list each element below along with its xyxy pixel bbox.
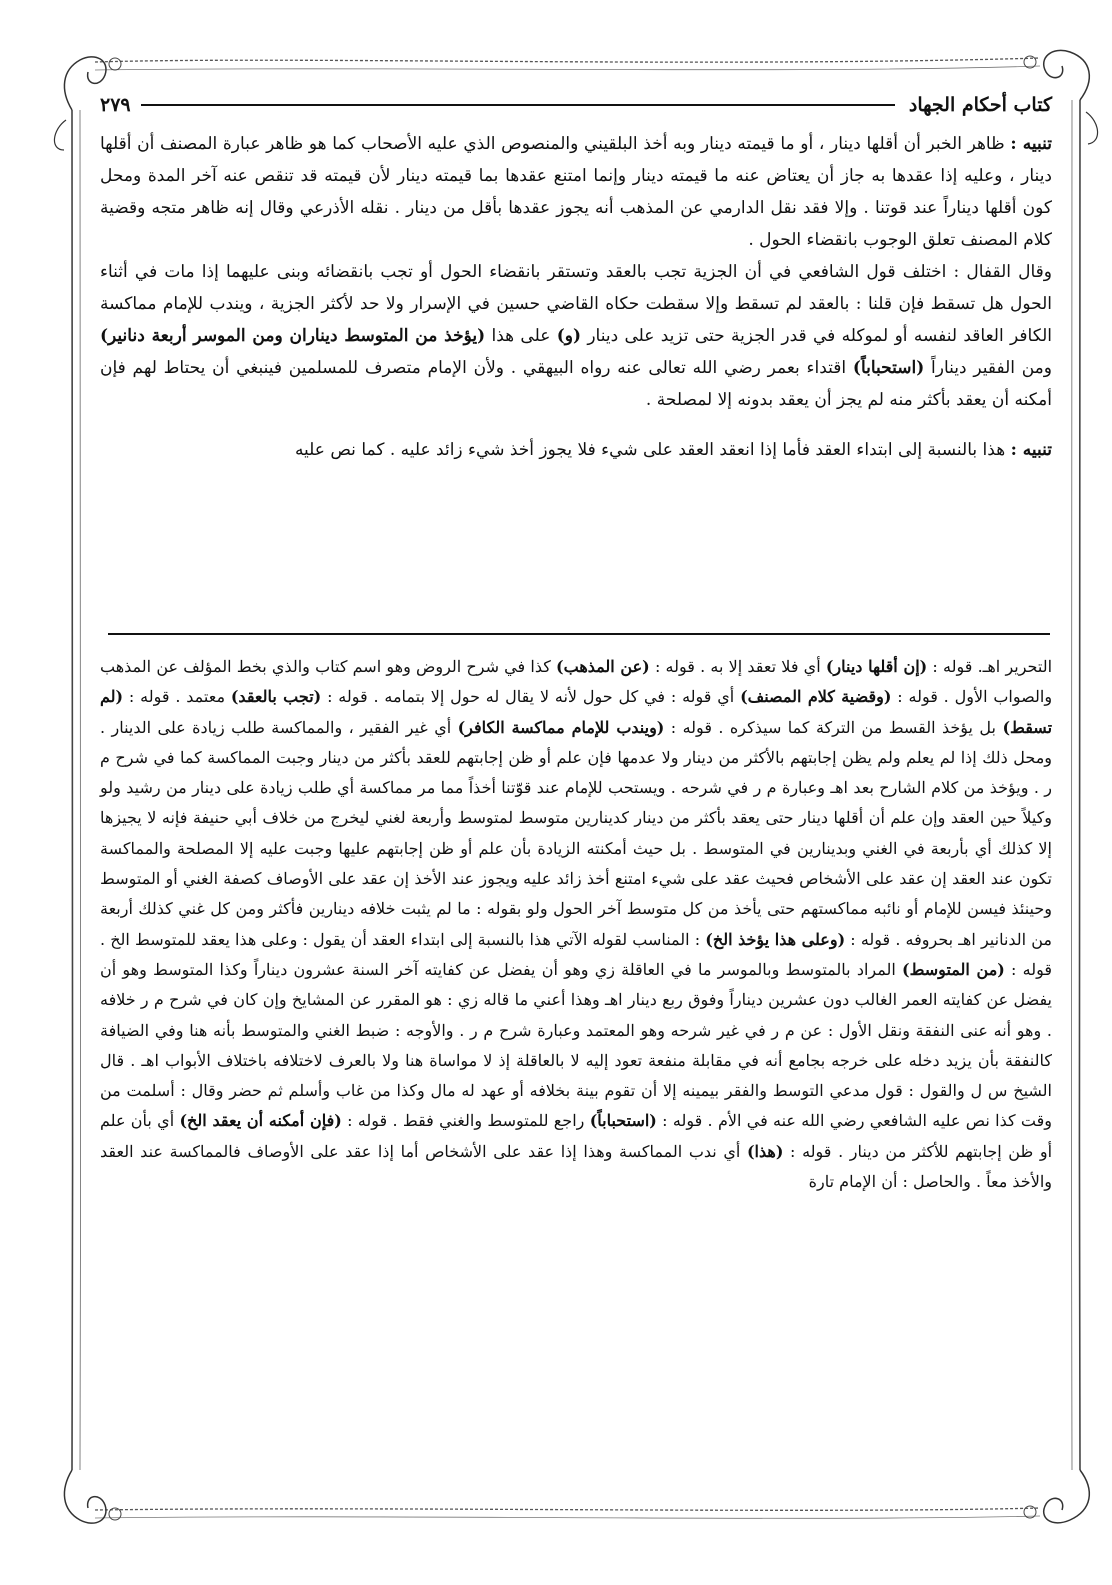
- matn-term: (يؤخذ من المتوسط ديناران ومن الموسر أربعة دنانير): [100, 326, 486, 346]
- note-label: تنبيه :: [1010, 134, 1053, 154]
- matn-term: (استحباباً): [852, 358, 925, 378]
- main-paragraph-2: وقال القفال : اختلف قول الشافعي في أن الجزية تجب بالعقد وتستقر بانقضاء الحول أو تجب بانقضائه وبنى عليهما إذا مات في أثناء الحول هل تسقط فإن قلنا : بالعقد لم تسقط وإلا سقطت حكاه القاضي حسين في الإسرار ولا حد لأكثر الجزية ، ويندب للإمام مماكسة الكافر العاقد لنفسه أو لموكله في قدر الجزية حتى تزيد على دينار (و) على هذا (يؤخذ من المتوسط ديناران ومن الموسر أربعة دنانير) ومن الفقير ديناراً (استحباباً) اقتداء بعمر رضي الله تعالى عنه رواه البيهقي . ولأن الإمام متصرف للمسلمين فينبغي أن يحتاط لهم فإن أمكنه أن يعقد بأكثر منه لم يجز أن يعقد بدونه إلا لمصلحة .: [100, 262, 1052, 410]
- main-paragraph-1: تنبيه : ظاهر الخبر أن أقلها دينار ، أو ما قيمته دينار وبه أخذ البلقيني والمنصوص الذي عليه الأصحاب كما هو ظاهر عبارة المصنف أن أقلها دينار ، وعليه إذا عقدها به جاز أن يعتاض عنه ما قيمته دينار وإنما امتنع عقدها بما قيمته دينار لأن قيمته قد تنقص عنه آخر المدة ومحل كون أقلها ديناراً عند قوتنا . وإلا فقد نقل الدارمي عن المذهب أنه يجوز عقدها بأقل من دينار . نقله الأذرعي وقال إنه ظاهر متجه وقضية كلام المصنف تعلق الوجوب بانقضاء الحول .: [100, 134, 1053, 250]
- footnote-separator: [108, 633, 1050, 635]
- main-paragraph-3: تنبيه : هذا بالنسبة إلى ابتداء العقد فأما إذا انعقد العقد على شيء فلا يجوز أخذ شيء زائد عليه . كما نص عليه: [294, 440, 1052, 460]
- page-number: ٢٧٩: [100, 94, 131, 116]
- commentary-paragraph: التحرير اهـ. قوله : (إن أقلها دينار) أي فلا تعقد إلا به . قوله : (عن المذهب) كذا في شرح الروض وهو اسم كتاب والذي بخط المؤلف عن المذهب والصواب الأول . قوله : (وقضية كلام المصنف) أي قوله : في كل حول لأنه لا يقال له حول إلا بتمامه . قوله : (تجب بالعقد) معتمد . قوله : (لم تسقط) بل يؤخذ القسط من التركة كما سيذكره . قوله : (ويندب للإمام مماكسة الكافر) أي غير الفقير ، والمماكسة طلب زيادة على الدينار . ومحل ذلك إذا لم يعلم ولم يظن إجابتهم بالأكثر من دينار ولا عدمها فإن علم أو ظن إجابتهم للعقد بأكثر من دينار وجبت المماكسة كما في شرح م ر . ويؤخذ من كلام الشارح بعد اهـ وعبارة م ر في شرحه . ويستحب للإمام عند قوّتنا أخذاً مما مر مماكسة أي طلب زيادة على دينار من رشيد ولو وكيلاً حين العقد وإن علم أن أقلها دينار حتى يعقد بأكثر من دينار كدينارين متوسط لمتوسط وأربعة لغني ليخرج من خلاف أبي حنيفة فإنه لا يجيزها إلا كذلك أي بأربعة في الغني وبدينارين في المتوسط . بل حيث أمكنته الزيادة بأن علم أو ظن إجابتهم عليها وجبت عليه إلا المصلحة والمماكسة تكون عند العقد إن عقد على الأشخاص فحيث عقد على شيء امتنع أخذ زائد عليه ويجوز عند الأخذ إن عقد على الأوصاف كصفة الغني أو المتوسط وحينئذ فيسن للإمام أو نائبه مماكستهم حتى يأخذ من كل متوسط آخر الحول ولو بقوله : ما لم يثبت خلافه دينارين فأكثر ومن كل غني كذلك أربعة من الدنانير اهـ بحروفه . قوله : (وعلى هذا يؤخذ الخ) : المناسب لقوله الآتي هذا بالنسبة إلى ابتداء العقد أن يقول : وعلى هذا يعقد للمتوسط الخ . قوله : (من المتوسط) المراد بالمتوسط وبالموسر ما في العاقلة زي وهو أن يفضل عن كفايته آخر السنة عشرون ديناراً وكذا المتوسط وهو أن يفضل عن كفايته العمر الغالب دون عشرين ديناراً وفوق ربع دينار اهـ وهذا أعني ما قاله زي : هو المقرر عن المشايخ وإن كان في شرح م ر خلافه . وهو أنه عنى النفقة ونقل الأول : عن م ر في غير شرحه وهو المعتمد وعبارة شرح م ر . والأوجه : ضبط الغني والمتوسط بأنه هنا وفي الضيافة كالنفقة بأن يزيد دخله على خرجه بجامع أنه في مقابلة منفعة تعود إليه لا بالعاقلة إذ لا مواساة هنا ولا بالعرف لاختلافه باختلاف الأبواب اهـ . قال الشيخ س ل والقول : قول مدعي التوسط والفقر بيمينه إلا أن تقوم بينة بخلافه أو عهد له مال وكذا من غاب وأسلم ثم حضر وقال : أسلمت من وقت كذا نص عليه الشافعي رضي الله عنه في الأم . قوله : (استحباباً) راجع للمتوسط والغني فقط . قوله : (فإن أمكنه أن يعقد الخ) أي بأن علم أو ظن إجابتهم للأكثر من دينار . قوله : (هذا) أي ندب المماكسة وهذا إذا عقد على الأشخاص أما إذا عقد على الأوصاف فالمماكسة عند العقد والأخذ معاً . والحاصل : أن الإمام تارة: [100, 657, 1053, 1192]
- commentary-notes: [100, 652, 1052, 1197]
- matn-term: (و): [556, 326, 581, 346]
- book-title: كتاب أحكام الجهاد: [908, 94, 1052, 116]
- main-text: [100, 128, 1052, 466]
- running-header: [100, 90, 1052, 120]
- header-rule: [141, 104, 895, 106]
- note-label: تنبيه :: [1010, 440, 1052, 460]
